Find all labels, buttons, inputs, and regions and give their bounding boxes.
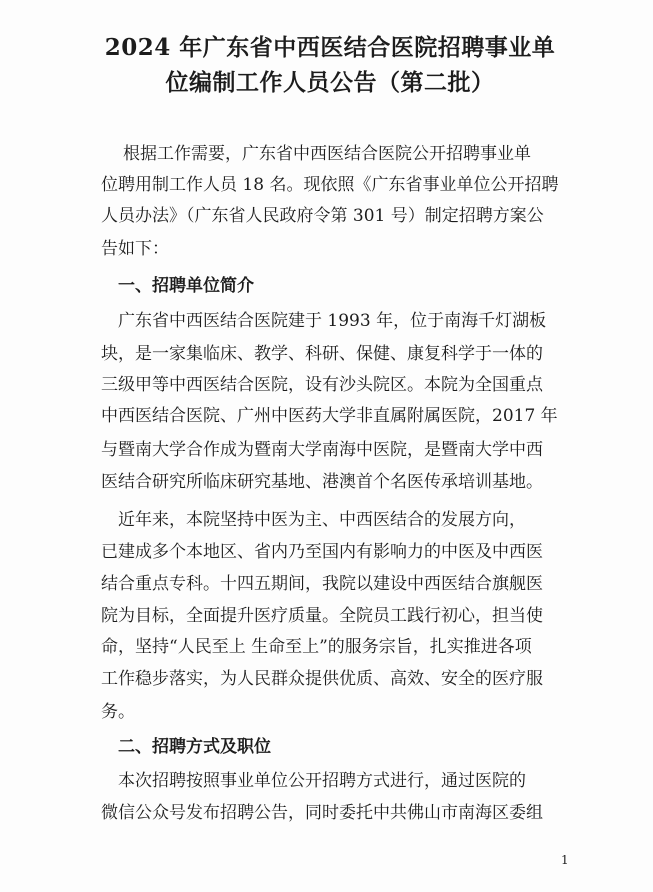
paragraph-line: 中西医结合医院、广州中医药大学非直属附属医院，2017 年 — [101, 406, 558, 426]
document-title-line-2: 位编制工作人员公告（第二批） — [165, 69, 495, 96]
paragraph-line: 命，坚持“人民至上 生命至上”的服务宗旨，扎实推进各项 — [101, 637, 532, 657]
paragraph-line: 广东省中西医结合医院建于 1993 年，位于南海千灯湖板 — [118, 311, 547, 331]
paragraph-line: 与暨南大学合作成为暨南大学南海中医院，是暨南大学中西 — [101, 440, 543, 460]
paragraph-line: 块，是一家集临床、教学、科研、保健、康复科学于一体的 — [101, 344, 543, 364]
page-number: 1 — [561, 853, 569, 867]
paragraph-line: 医结合研究所临床研究基地、港澳首个名医传承培训基地。 — [101, 472, 543, 492]
paragraph-line: 人员办法》（广东省人民政府令第 301 号）制定招聘方案公 — [101, 206, 544, 226]
paragraph-line: 已建成多个本地区、省内乃至国内有影响力的中医及中西医 — [101, 542, 543, 562]
paragraph-line: 告如下： — [101, 239, 169, 259]
paragraph-line: 工作稳步落实，为人民群众提供优质、高效、安全的医疗服 — [101, 669, 543, 689]
paragraph-line: 务。 — [101, 702, 135, 722]
section-heading-1: 一、招聘单位简介 — [118, 276, 254, 296]
paragraph-line: 本次招聘按照事业单位公开招聘方式进行，通过医院的 — [118, 771, 526, 791]
paragraph-line: 结合重点专科。十四五期间，我院以建设中西医结合旗舰医 — [101, 574, 543, 594]
paragraph-line: 位聘用制工作人员 18 名。现依照《广东省事业单位公开招聘 — [101, 175, 559, 195]
paragraph-line: 根据工作需要，广东省中西医结合医院公开招聘事业单 — [123, 144, 531, 164]
section-heading-2: 二、招聘方式及职位 — [118, 737, 271, 757]
paragraph-line: 微信公众号发布招聘公告，同时委托中共佛山市南海区委组 — [101, 803, 543, 823]
document-title-line-1: 2024 年广东省中西医结合医院招聘事业单 — [104, 34, 556, 61]
paragraph-line: 三级甲等中西医结合医院，设有沙头院区。本院为全国重点 — [101, 375, 543, 395]
paragraph-line: 近年来，本院坚持中医为主、中西医结合的发展方向， — [118, 510, 526, 530]
paragraph-line: 院为目标，全面提升医疗质量。全院员工践行初心，担当使 — [101, 606, 543, 626]
